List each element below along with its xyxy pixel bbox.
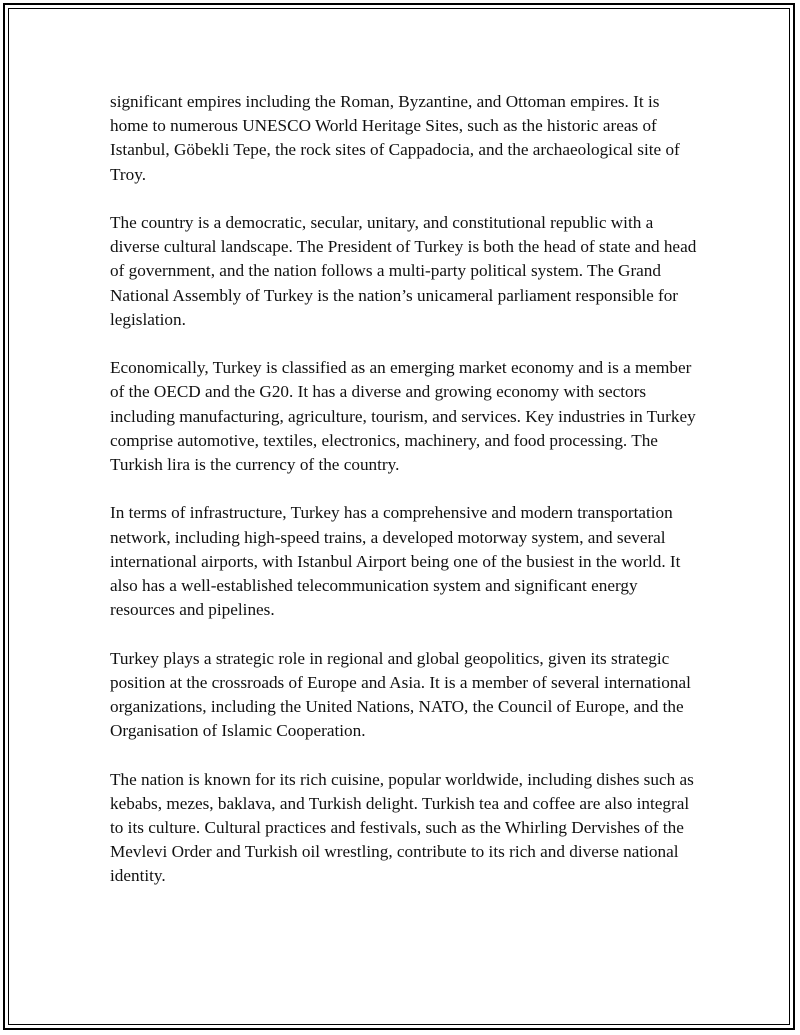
- paragraph-empires-heritage: significant empires including the Roman, Byzantine, and Ottoman empires. It is home to numerous UNESCO World Heritage Sites, such as the historic areas of Istanbul, Göbekli Tepe, the rock sites of Cappadocia, and the archaeological site of Troy.: [110, 92, 680, 184]
- paragraph-economy: Economically, Turkey is classified as an emerging market economy and is a member of the OECD and the G20. It has a diverse and growing economy with sectors including manufacturing, agriculture, tourism, and services. Key industries in Turkey comprise automotive, textiles, electronics, machinery, and food processing. The Turkish lira is the currency of the country.: [110, 358, 696, 475]
- paragraph-infrastructure: In terms of infrastructure, Turkey has a comprehensive and modern transportation network, including high-speed trains, a developed motorway system, and several international airports, with Istanbul Airport being one of the busiest in the world. It also has a well-established telecommunication system and significant energy resources and pipelines.: [110, 503, 681, 620]
- document-body: [110, 90, 700, 913]
- paragraph-government: The country is a democratic, secular, unitary, and constitutional republic with a diverse cultural landscape. The President of Turkey is both the head of state and head of government, and the nation follows a multi-party political system. The Grand National Assembly of Turkey is the nation’s unicameral parliament responsible for legislation.: [110, 213, 697, 329]
- paragraph-geopolitics: Turkey plays a strategic role in regional and global geopolitics, given its strategic position at the crossroads of Europe and Asia. It is a member of several international organizations, including the United Nations, NATO, the Council of Europe, and the Organisation of Islamic Cooperation.: [110, 648, 691, 741]
- paragraph-culture: The nation is known for its rich cuisine, popular worldwide, including dishes such as kebabs, mezes, baklava, and Turkish delight. Turkish tea and coffee are also integral to its culture. Cultural practices and festivals, such as the Whirling Dervishes of the Mevlevi Order and Turkish oil wrestling, contribute to its rich and diverse national identity.: [110, 769, 694, 886]
